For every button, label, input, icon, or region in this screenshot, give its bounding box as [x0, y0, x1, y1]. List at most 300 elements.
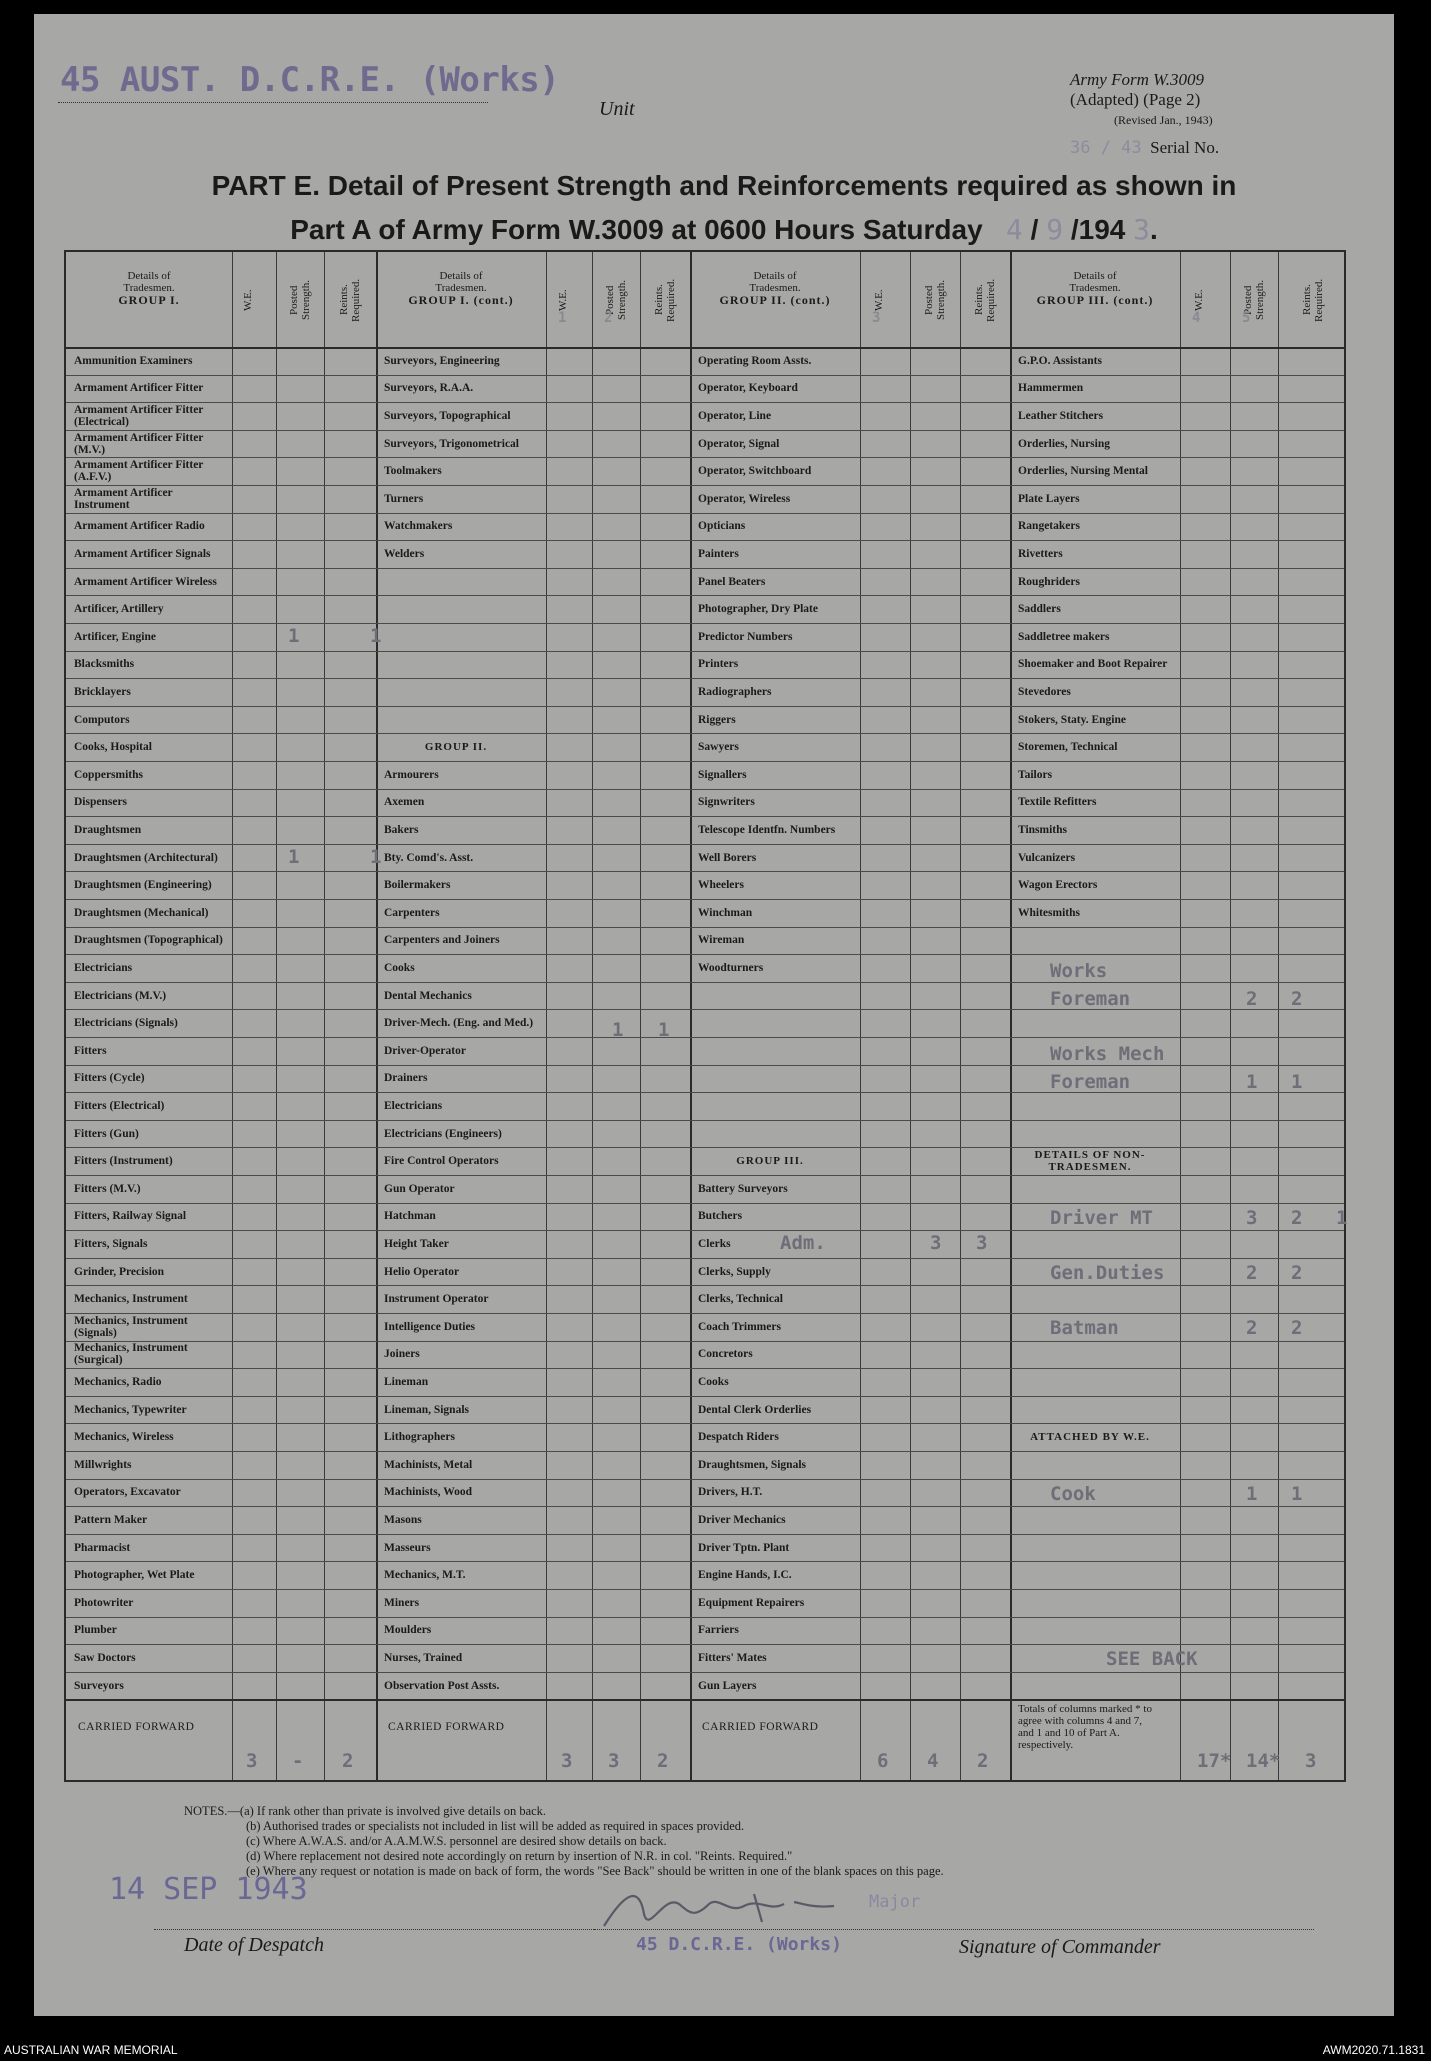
trade-label: Welders: [384, 547, 425, 560]
trade-label: Coach Trimmers: [698, 1320, 781, 1333]
trade-label: Operator, Line: [698, 409, 772, 422]
serial-label: Serial No.: [1150, 138, 1220, 157]
row-divider: [66, 1589, 1344, 1590]
trade-label: Bakers: [384, 823, 419, 836]
col-header-we: W.E.: [242, 289, 254, 311]
trade-label: Orderlies, Nursing Mental: [1018, 465, 1148, 478]
row-divider: [66, 1506, 1344, 1507]
row-divider: [66, 1092, 1344, 1093]
trade-label: Saddletree makers: [1018, 630, 1110, 643]
trade-label: Mechanics, Instrument (Surgical): [74, 1342, 188, 1367]
column-divider: [910, 252, 911, 1780]
trade-label: Fitters (Instrument): [74, 1155, 173, 1168]
row-divider: [66, 1617, 1344, 1618]
trade-label: Electricians (Engineers): [384, 1127, 502, 1140]
title-line1: PART E. Detail of Present Strength and Reinforcements required as shown in: [211, 170, 1237, 201]
row-divider: [66, 623, 1344, 624]
note-e: (e) Where any request or notation is made on back of form, the words "See Back" should be written in one of the blank spaces on this page.: [246, 1864, 944, 1878]
form-ref-line1: Army Form W.3009: [1070, 70, 1204, 89]
trade-label: Saddlers: [1018, 603, 1061, 616]
row-divider: [66, 1644, 1344, 1645]
row-divider: [66, 1313, 1344, 1314]
typed-posted-value: 1: [1291, 1070, 1303, 1093]
typed-we-value: 1: [1246, 1482, 1258, 1505]
trade-label: Fitters' Mates: [698, 1651, 767, 1664]
carried-forward-value: 3: [608, 1750, 620, 1772]
trade-label: Armament Artificer Fitter (A.F.V.): [74, 459, 204, 484]
trade-label: Gun Operator: [384, 1182, 455, 1195]
row-divider: [66, 1009, 1344, 1010]
trade-label: Drivers, H.T.: [698, 1486, 763, 1499]
unit-stamp: 45 AUST. D.C.R.E. (Works): [60, 60, 560, 100]
col-header-posted: Posted Strength.: [923, 279, 947, 321]
trade-label: Fitters, Railway Signal: [74, 1210, 187, 1223]
trade-label: Joiners: [384, 1348, 420, 1361]
column-divider: [232, 252, 233, 1780]
trade-label: Millwrights: [74, 1458, 132, 1471]
trade-label: Electricians: [74, 961, 133, 974]
typed-posted-value: 1: [1291, 1482, 1303, 1505]
trade-label: G.P.O. Assistants: [1018, 354, 1102, 367]
note-b: (b) Authorised trades or specialists not included in list will be added as required in spaces provided.: [246, 1819, 745, 1833]
row-divider: [66, 1341, 1344, 1342]
typed-we-value: 2: [1246, 987, 1258, 1010]
column-divider: [324, 252, 325, 1780]
row-divider: [66, 761, 1344, 762]
trade-label: Armament Artificer Fitter: [74, 382, 204, 395]
trade-label: Driver-Mech. (Eng. and Med.): [384, 1017, 534, 1030]
typed-trade: Batman: [1050, 1317, 1119, 1339]
trade-label: Machinists, Metal: [384, 1458, 473, 1471]
col-header-reints: Reints. Required.: [973, 278, 997, 322]
row-divider: [66, 375, 1344, 376]
typed-posted-value: 1: [658, 1019, 670, 1042]
trade-label: Watchmakers: [384, 520, 453, 533]
trade-label: Toolmakers: [384, 465, 442, 478]
trade-label: Draughtsmen (Topographical): [74, 934, 223, 947]
carried-forward-value: 2: [657, 1750, 669, 1772]
trade-label: Equipment Repairers: [698, 1596, 805, 1609]
col-header-reints: Reints. Required.: [338, 278, 362, 322]
trade-label: Mechanics, Radio: [74, 1375, 162, 1388]
trade-label: Operator, Wireless: [698, 492, 791, 505]
page-title: [154, 164, 1294, 252]
carried-forward-label: CARRIED FORWARD: [388, 1721, 505, 1734]
typed-we-value: 1: [1246, 1070, 1258, 1093]
date-label: Date of Despatch: [184, 1934, 324, 1956]
details-header-2: [376, 270, 546, 307]
trade-label: Radiographers: [698, 685, 772, 698]
trade-label: Masons: [384, 1513, 422, 1526]
row-divider: [66, 1423, 1344, 1424]
row-divider: [66, 1230, 1344, 1231]
trade-label: Signwriters: [698, 796, 755, 809]
trade-label: Miners: [384, 1596, 420, 1609]
trade-label: Draughtsmen (Architectural): [74, 851, 218, 864]
trade-label: Printers: [698, 658, 739, 671]
trade-label: Painters: [698, 547, 739, 560]
note-d: (d) Where replacement not desired note accordingly on return by insertion of N.R. in col. "Reints. Required.": [246, 1849, 793, 1863]
typed-trade: Works Mech: [1050, 1043, 1165, 1065]
row-divider: [66, 844, 1344, 845]
trade-label: Cooks: [698, 1375, 729, 1388]
trade-label: Height Taker: [384, 1237, 449, 1250]
group-subheader: DETAILS OF NON-TRADESMEN.: [1034, 1149, 1146, 1174]
totals-note: Totals of columns marked * to agree with columns 4 and 7, and 1 and 10 of Part A. respectively.: [1018, 1703, 1152, 1752]
trade-label: Surveyors, Engineering: [384, 354, 500, 367]
trade-label: Shoemaker and Boot Repairer: [1018, 658, 1168, 671]
trade-label: Artificer, Engine: [74, 630, 156, 643]
trade-label: Observation Post Assts.: [384, 1679, 500, 1692]
row-divider: [66, 1285, 1344, 1286]
trade-label: Fitters (Cycle): [74, 1072, 145, 1085]
trade-label: Wheelers: [698, 879, 744, 892]
column-number: 2: [604, 310, 613, 326]
trade-label: Electricians: [384, 1099, 443, 1112]
typed-we-value: 2: [1246, 1317, 1258, 1339]
group-label: GROUP I. (cont.): [408, 293, 514, 307]
typed-we-value: 1: [288, 625, 300, 647]
title-line2-prefix: Part A of Army Form W.3009 at 0600 Hours Saturday: [290, 214, 983, 245]
column-number: 3: [872, 310, 881, 326]
note-a: NOTES.—(a) If rank other than private is involved give details on back.: [184, 1804, 547, 1818]
trade-label: Panel Beaters: [698, 575, 766, 588]
trade-label: Operator, Signal: [698, 437, 780, 450]
typed-trade: Gen.Duties: [1050, 1261, 1165, 1284]
serial-value: 36 / 43: [1070, 138, 1142, 158]
column-divider: [376, 252, 378, 1780]
title-date-day: 4: [1006, 213, 1023, 246]
carried-forward-value: 2: [342, 1750, 354, 1772]
unit-line: [58, 102, 488, 103]
serial-number: [1070, 138, 1219, 158]
carried-forward-value: 6: [877, 1750, 889, 1772]
row-divider: [66, 457, 1344, 458]
date-line: [154, 1929, 604, 1930]
trade-label: Cooks: [384, 961, 415, 974]
trade-label: Armament Artificer Instrument: [74, 486, 173, 511]
row-divider: [66, 1258, 1344, 1259]
details-header-4: [1010, 270, 1180, 307]
typed-we-value: 3: [930, 1232, 942, 1255]
group-label: GROUP III. (cont.): [1036, 293, 1154, 307]
note-c: (c) Where A.W.A.S. and/or A.A.M.W.S. personnel are desired show details on back.: [246, 1834, 667, 1848]
trade-label: Well Borers: [698, 851, 757, 864]
trade-label: Leather Stitchers: [1018, 409, 1104, 422]
row-divider: [66, 733, 1344, 734]
trade-label: Predictor Numbers: [698, 630, 793, 643]
carried-forward-value: 2: [977, 1750, 989, 1772]
trade-label: Surveyors, Topographical: [384, 409, 511, 422]
trade-label: Concretors: [698, 1348, 753, 1361]
typed-posted-value: 2: [1291, 987, 1303, 1010]
group-subheader: GROUP II.: [424, 741, 488, 754]
trade-label: Mechanics, Instrument (Signals): [74, 1314, 188, 1339]
trade-label: Operator, Switchboard: [698, 465, 812, 478]
row-divider: [66, 1120, 1344, 1121]
row-divider: [66, 595, 1344, 596]
trade-label: Dental Clerk Orderlies: [698, 1403, 812, 1416]
trade-label: Driver Mechanics: [698, 1513, 786, 1526]
strength-table: [64, 250, 1346, 1782]
carried-forward-value: -: [292, 1750, 304, 1772]
column-number: 4: [1192, 310, 1201, 326]
trade-label: Dispensers: [74, 796, 128, 809]
trade-label: Opticians: [698, 520, 746, 533]
unit-label: Unit: [599, 98, 635, 120]
typed-trade: Driver MT: [1050, 1206, 1153, 1229]
trade-label: Carpenters and Joiners: [384, 934, 500, 947]
title-line2: Part A of Army Form W.3009 at 0600 Hours Saturday 4 / 9 /194 3.: [290, 213, 1158, 246]
trade-label: Signallers: [698, 768, 747, 781]
typed-trade: Foreman: [1050, 1070, 1131, 1093]
trade-label: Bty. Comd's. Asst.: [384, 851, 474, 864]
trade-label: Tailors: [1018, 768, 1053, 781]
group-subheader: GROUP III.: [736, 1155, 804, 1168]
trade-label: Artificer, Artillery: [74, 603, 164, 616]
trade-label: Surveyors: [74, 1679, 124, 1692]
trade-label: Armament Artificer Signals: [74, 547, 211, 560]
col-header-we: W.E.: [557, 289, 569, 311]
details-label: Details of Tradesmen.: [123, 270, 175, 294]
col-header-posted: Posted Strength.: [288, 279, 312, 321]
major-stamp: Major: [869, 1892, 921, 1912]
trade-label: Fitters, Signals: [74, 1237, 148, 1250]
trade-label: Machinists, Wood: [384, 1486, 472, 1499]
trade-label: Mechanics, Instrument: [74, 1293, 188, 1306]
typed-we-value: 1: [612, 1019, 624, 1042]
signature-label: Signature of Commander: [959, 1936, 1161, 1958]
trade-label: Lithographers: [384, 1431, 455, 1444]
col-header-we: W.E.: [1193, 289, 1205, 311]
trade-label: Electricians (M.V.): [74, 989, 167, 1002]
group-label: GROUP II. (cont.): [719, 293, 831, 307]
trade-label: Mechanics, M.T.: [384, 1569, 466, 1582]
group-label: GROUP I.: [118, 293, 180, 307]
carried-forward-label: CARRIED FORWARD: [702, 1721, 819, 1734]
trade-label: Surveyors, Trigonometrical: [384, 437, 519, 450]
trade-label: Woodturners: [698, 961, 764, 974]
trade-label: Dental Mechanics: [384, 989, 472, 1002]
typed-we-value: 3: [1246, 1206, 1258, 1229]
trade-label: Armament Artificer Fitter (M.V.): [74, 431, 204, 456]
trade-label: Sawyers: [698, 741, 739, 754]
trade-label: Intelligence Duties: [384, 1320, 476, 1333]
carried-forward-value: 3: [1305, 1750, 1317, 1772]
trade-label: Nurses, Trained: [384, 1651, 463, 1664]
column-divider: [640, 252, 641, 1780]
trade-label: Photographer, Wet Plate: [74, 1569, 195, 1582]
trade-label: Hatchman: [384, 1210, 436, 1223]
row-divider: [66, 1203, 1344, 1204]
trade-label: Driver-Operator: [384, 1044, 466, 1057]
typed-reints-value: 1: [1336, 1206, 1348, 1229]
trade-label: Textile Refitters: [1018, 796, 1097, 809]
trade-label: Hammermen: [1018, 382, 1084, 395]
trade-label: Wagon Erectors: [1018, 879, 1098, 892]
row-divider: [66, 1561, 1344, 1562]
trade-label: Draughtsmen: [74, 823, 142, 836]
trade-label: Riggers: [698, 713, 736, 726]
typed-posted-value: 2: [1291, 1261, 1303, 1284]
typed-we-value: 2: [1246, 1261, 1258, 1284]
row-divider: [66, 1037, 1344, 1038]
carried-forward-value: 4: [927, 1750, 939, 1772]
row-divider: [66, 1396, 1344, 1397]
trade-label: Grinder, Precision: [74, 1265, 165, 1278]
column-divider: [860, 252, 861, 1780]
trade-label: Fitters (Gun): [74, 1127, 139, 1140]
row-divider: [66, 816, 1344, 817]
trade-label: Armament Artificer Fitter (Electrical): [74, 403, 204, 428]
trade-label: Roughriders: [1018, 575, 1080, 588]
trade-label: Operators, Excavator: [74, 1486, 181, 1499]
trade-label: Whitesmiths: [1018, 906, 1080, 919]
trade-label: Battery Surveyors: [698, 1182, 788, 1195]
row-divider: [66, 402, 1344, 403]
row-divider: [66, 651, 1344, 652]
trade-label: Armament Artificer Radio: [74, 520, 205, 533]
trade-label: Operating Room Assts.: [698, 354, 812, 367]
trade-label: Masseurs: [384, 1541, 431, 1554]
trade-label: Cooks, Hospital: [74, 741, 152, 754]
trade-label: Photographer, Dry Plate: [698, 603, 818, 616]
archive-name: AUSTRALIAN WAR MEMORIAL: [4, 2043, 178, 2057]
row-divider: [66, 540, 1344, 541]
row-divider: [66, 678, 1344, 679]
row-divider: [66, 1672, 1344, 1673]
trade-label: Lineman, Signals: [384, 1403, 469, 1416]
trade-label: Drainers: [384, 1072, 428, 1085]
row-divider: [66, 568, 1344, 569]
form-ref-line2: (Adapted) (Page 2): [1070, 90, 1201, 109]
typed-trade: Cook: [1050, 1482, 1096, 1505]
trade-label: Orderlies, Nursing: [1018, 437, 1110, 450]
column-divider: [546, 252, 547, 1780]
title-period: .: [1150, 214, 1158, 245]
trade-label: Turners: [384, 492, 424, 505]
column-divider: [1230, 252, 1231, 1780]
trade-label: Gun Layers: [698, 1679, 757, 1692]
trade-label: Storemen, Technical: [1018, 741, 1118, 754]
trade-label: Ammunition Examiners: [74, 354, 193, 367]
column-number: 5: [1242, 310, 1251, 326]
details-header-3: [690, 270, 860, 307]
row-divider: [66, 1479, 1344, 1480]
carried-forward-value: 17*: [1197, 1750, 1232, 1772]
row-divider: [66, 706, 1344, 707]
row-divider: [66, 1534, 1344, 1535]
archive-id: AWM2020.71.1831: [1322, 2043, 1425, 2057]
title-year-digit: 3: [1133, 213, 1150, 246]
details-label: Details of Tradesmen.: [1069, 270, 1121, 294]
archive-footer: [0, 2039, 1431, 2061]
signature-line: [594, 1929, 1314, 1930]
trade-label: Draughtsmen (Engineering): [74, 879, 212, 892]
typed-clerk-note: Adm.: [780, 1232, 826, 1255]
column-divider: [690, 252, 692, 1780]
trade-label: Instrument Operator: [384, 1293, 489, 1306]
details-label: Details of Tradesmen.: [435, 270, 487, 294]
group-subheader: ATTACHED BY W.E.: [1030, 1431, 1150, 1444]
typed-we-value: 1: [288, 845, 300, 868]
trade-label: Lineman: [384, 1375, 429, 1388]
row-divider: [66, 1368, 1344, 1369]
typed-trade: Foreman: [1050, 987, 1131, 1010]
row-divider: [66, 1175, 1344, 1176]
form-reference: [1070, 70, 1213, 130]
trade-label: Fitters (Electrical): [74, 1099, 165, 1112]
col-header-posted: Posted Strength.: [604, 279, 628, 321]
details-label: Details of Tradesmen.: [749, 270, 801, 294]
trade-label: Driver Tptn. Plant: [698, 1541, 790, 1554]
col-header-reints: Reints. Required.: [653, 278, 677, 322]
trade-label: Carpenters: [384, 906, 440, 919]
trade-label: Winchman: [698, 906, 753, 919]
trade-label: Tinsmiths: [1018, 823, 1068, 836]
typed-trade: Works: [1050, 960, 1108, 983]
trade-label: Despatch Riders: [698, 1431, 779, 1444]
trade-label: Clerks, Supply: [698, 1265, 771, 1278]
column-divider: [1010, 252, 1012, 1780]
trade-label: Pharmacist: [74, 1541, 131, 1554]
row-divider: [66, 954, 1344, 955]
trade-label: Engine Hands, I.C.: [698, 1569, 792, 1582]
carried-forward-value: 14*: [1246, 1750, 1281, 1772]
trade-label: Moulders: [384, 1624, 432, 1637]
trade-label: Axemen: [384, 796, 425, 809]
row-divider: [66, 899, 1344, 900]
row-divider: [66, 1699, 1344, 1701]
row-divider: [66, 927, 1344, 928]
row-divider: [66, 871, 1344, 872]
trade-label: Bricklayers: [74, 685, 131, 698]
trade-label: Rangetakers: [1018, 520, 1080, 533]
trade-label: Stevedores: [1018, 685, 1071, 698]
typed-posted-value: 2: [1291, 1317, 1303, 1339]
trade-label: Fitters: [74, 1044, 107, 1057]
trade-label: Clerks, Technical: [698, 1293, 783, 1306]
carried-forward-value: 3: [561, 1750, 573, 1772]
details-header-1: [66, 270, 232, 307]
carried-forward-value: 3: [246, 1750, 258, 1772]
trade-label: Electricians (Signals): [74, 1017, 178, 1030]
column-divider: [1180, 252, 1181, 1780]
column-divider: [1278, 252, 1279, 1780]
column-number: 1: [558, 310, 567, 326]
row-divider: [66, 430, 1344, 431]
col-header-posted: Posted Strength.: [1242, 279, 1266, 321]
trade-label: Draughtsmen, Signals: [698, 1458, 806, 1471]
date-stamp: 14 SEP 1943: [109, 1872, 308, 1907]
trade-label: Telescope Identfn. Numbers: [698, 823, 836, 836]
row-divider: [66, 485, 1344, 486]
row-divider: [66, 982, 1344, 983]
column-divider: [960, 252, 961, 1780]
typed-posted-value: 3: [976, 1232, 988, 1255]
trade-label: Saw Doctors: [74, 1651, 136, 1664]
see-back-note: SEE BACK: [1106, 1648, 1198, 1671]
trade-label: Armament Artificer Wireless: [74, 575, 217, 588]
trade-label: Fitters (M.V.): [74, 1182, 141, 1195]
col-header-reints: Reints. Required.: [1301, 278, 1325, 322]
column-divider: [276, 252, 277, 1780]
form-page: [34, 14, 1394, 2016]
typed-reints-value: 1: [370, 845, 382, 868]
carried-forward-label: CARRIED FORWARD: [78, 1721, 195, 1734]
trade-label: Mechanics, Wireless: [74, 1431, 174, 1444]
typed-reints-value: 1: [370, 625, 382, 647]
